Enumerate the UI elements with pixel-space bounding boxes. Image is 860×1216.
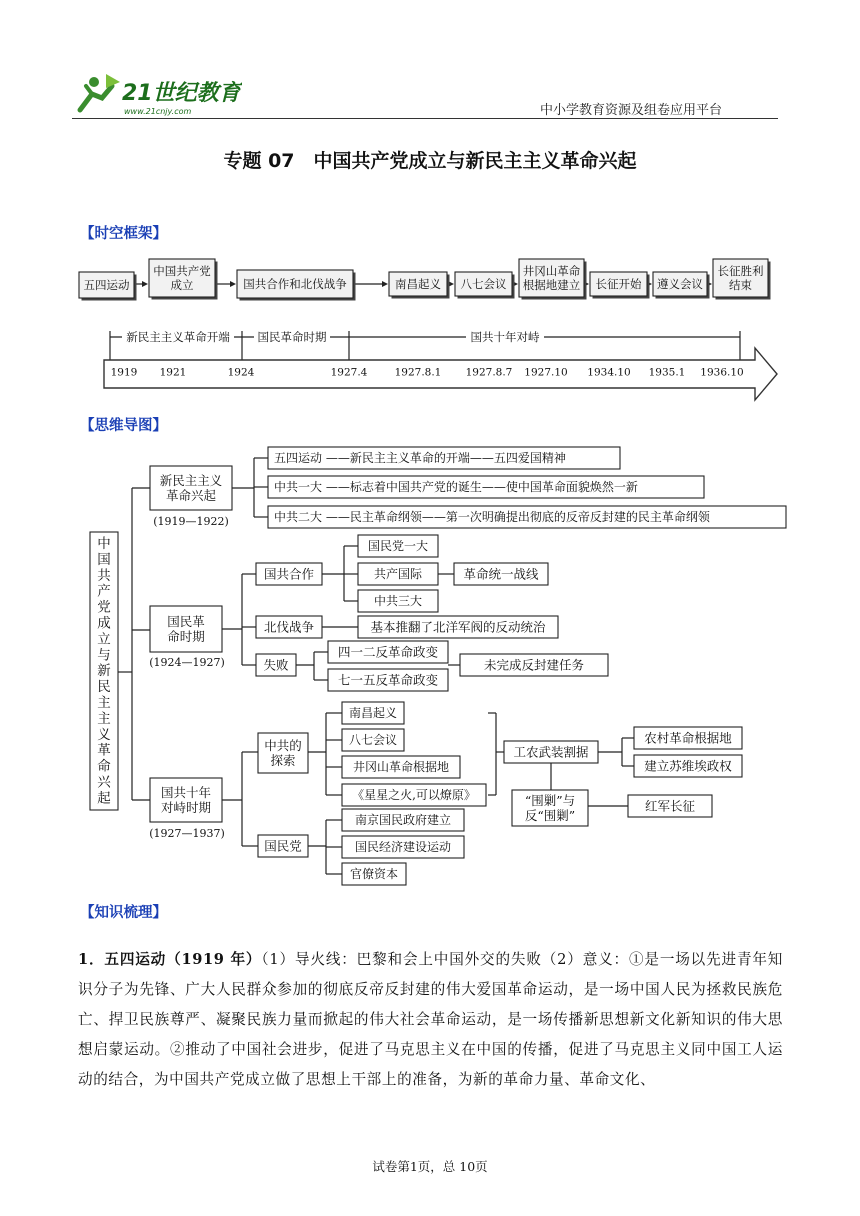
ccp-item-2-label: 井冈山革命根据地 <box>352 760 450 775</box>
knowledge-paragraph-1 <box>78 945 783 1095</box>
branch-1-item-2-label: 中共二大 ——民主革命纲领——第一次明确提出彻底的反帝反封建的民主革命纲领 <box>274 510 710 525</box>
mindmap-root-label: 中国共产党成立与新民主主义革命兴起 <box>97 536 111 807</box>
knowledge-text: （1）导火线：巴黎和会上中国外交的失败（2）意义：①是一场以先进青年知识分子为先锋、广大人民群众参加的彻底反帝反封建的伟大爱国革命运动，是一场中国人民为拯救民族危亡、捍卫民族尊严、凝聚民族力量而掀起的伟大社会革命运动，是一场传播新思想新文化新知识的伟大思想启蒙运动。②推动了中国社会进步，促进了马克思主义在中国的传播，促进了马克思主义同中国工人运动的结合，为中国共产党成立做了思想上干部上的准备，为新的革命力量、革命文化、 <box>78 951 783 1088</box>
kmt-item-0-label: 南京国民政府建立 <box>354 813 452 828</box>
timeline-event-2-label: 国共合作和北伐战争 <box>243 277 347 292</box>
year-label-9: 1936.10 <box>700 366 744 379</box>
branch-1-item-0-label: 五四运动 ——新民主主义革命的开端——五四爱国精神 <box>274 451 566 466</box>
armed-item-1-label: 建立苏维埃政权 <box>644 758 732 774</box>
fail-item-1-label: 七一五反革命政变 <box>337 672 439 688</box>
period-label-0: 新民主主义革命开端 <box>126 330 230 345</box>
branch-3-box-label: 国共十年对峙时期 <box>160 784 212 815</box>
united-front-box-label: 革命统一战线 <box>463 566 539 582</box>
branch-2-box-label: 国民革命时期 <box>167 613 205 644</box>
timeline-event-7-label: 遵义会议 <box>657 277 703 292</box>
coop-box-label: 国共合作 <box>263 566 315 582</box>
timeline-event-5-label: 井冈山革命根据地建立 <box>522 264 581 292</box>
section-timeline-heading: 【时空框架】 <box>80 226 167 242</box>
kmt-item-2-label: 官僚资本 <box>349 867 399 882</box>
fail-item-0-label: 四一二反革命政变 <box>337 644 439 660</box>
ccp-box-label: 中共的探索 <box>264 737 302 768</box>
year-label-8: 1935.1 <box>648 366 686 379</box>
coop-item-1-label: 共产国际 <box>373 567 423 582</box>
period-label-2: 国共十年对峙 <box>470 330 540 345</box>
armed-box-label: 工农武装割据 <box>513 744 589 760</box>
page-footer: 试卷第1页，总 10页 <box>372 1159 488 1174</box>
year-label-0: 1919 <box>110 366 138 379</box>
year-label-1: 1921 <box>159 366 187 379</box>
page-title: 专题 07 中国共产党成立与新民主主义革命兴起 <box>223 150 637 172</box>
period-label-1: 国民革命时期 <box>257 330 327 345</box>
kmt-box-label: 国民党 <box>264 838 302 854</box>
fail-result-box-label: 未完成反封建任务 <box>483 657 585 673</box>
kmt-item-1-label: 国民经济建设运动 <box>354 840 452 855</box>
branch-1-years: (1919—1922) <box>153 514 229 528</box>
timeline-event-0-label: 五四运动 <box>83 278 130 293</box>
section-knowledge-heading: 【知识梳理】 <box>80 905 167 921</box>
year-label-2: 1924 <box>227 366 255 379</box>
logo-url-text: www.21cnjy.com <box>124 107 192 116</box>
branch-1-item-1-label: 中共一大 ——标志着中国共产党的诞生——使中国革命面貌焕然一新 <box>274 480 638 495</box>
year-label-4: 1927.8.1 <box>394 366 442 379</box>
timeline-arrowhead-1 <box>230 281 236 287</box>
longmarch-box-label: 红军长征 <box>644 798 696 814</box>
ccp-item-1-label: 八七会议 <box>348 733 398 748</box>
year-label-5: 1927.8.7 <box>465 366 513 379</box>
year-label-7: 1934.10 <box>587 366 631 379</box>
coop-item-2-label: 中共三大 <box>373 594 423 609</box>
timeline-diagram <box>79 259 777 400</box>
ccp-item-0-label: 南昌起义 <box>348 706 398 721</box>
timeline-event-8-label: 长征胜利结束 <box>717 264 764 292</box>
northern-box-label: 北伐战争 <box>263 619 315 635</box>
branch-2-years: (1924—1927) <box>149 655 225 669</box>
armed-item-0-label: 农村革命根据地 <box>644 730 732 746</box>
timeline-event-3-label: 南昌起义 <box>395 277 441 292</box>
timeline-event-1-label: 中国共产党成立 <box>153 264 211 292</box>
branch-1-box-label: 新民主主义革命兴起 <box>159 472 223 503</box>
branch-3-years: (1927—1937) <box>149 826 225 840</box>
platform-name: 中小学教育资源及组卷应用平台 <box>540 103 723 118</box>
year-label-3: 1927.4 <box>330 366 368 379</box>
timeline-event-4-label: 八七会议 <box>460 277 507 292</box>
fail-box-label: 失败 <box>263 657 289 673</box>
section-mindmap-heading: 【思维导图】 <box>80 418 167 434</box>
timeline-event-6-label: 长征开始 <box>595 277 642 292</box>
timeline-arrowhead-0 <box>142 281 148 287</box>
timeline-arrowhead-2 <box>382 281 388 287</box>
campaign-box-label: “围剿”与反“围剿” <box>524 792 576 823</box>
coop-item-0-label: 国民党一大 <box>367 539 429 554</box>
ccp-item-3-label: 《星星之火,可以燎原》 <box>352 788 476 803</box>
northern-result-box-label: 基本推翻了北洋军阀的反动统治 <box>370 619 546 635</box>
year-label-6: 1927.10 <box>524 366 568 379</box>
knowledge-lead: 1．五四运动（1919 年） <box>78 951 262 968</box>
mindmap-diagram <box>90 447 786 885</box>
logo-main-text: 21世纪教育 <box>122 81 241 106</box>
